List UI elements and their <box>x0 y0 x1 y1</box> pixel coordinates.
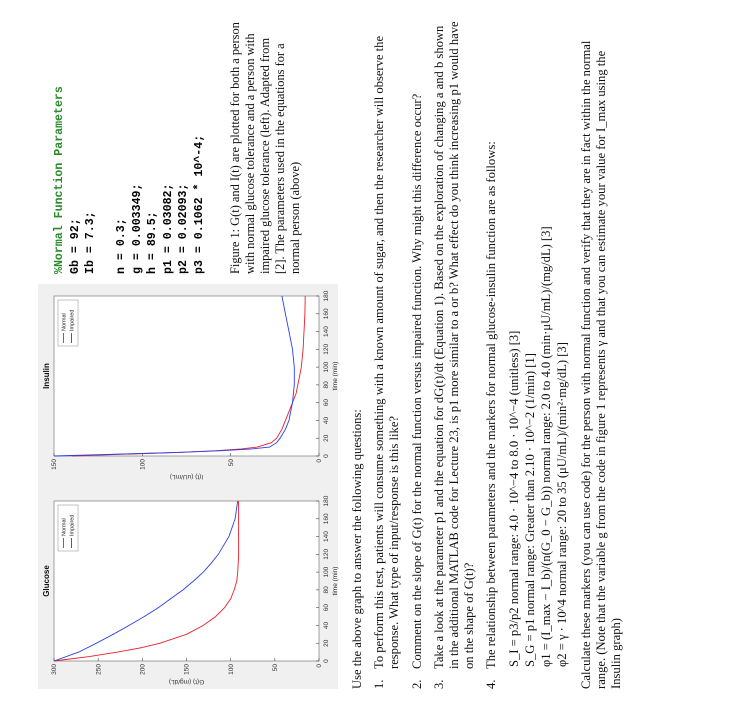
code-line: p1 = 0.03082; <box>161 183 175 274</box>
y-tick-label: 150 <box>183 664 191 675</box>
figure-caption <box>228 19 303 274</box>
closing-instructions: Calculate these markers (you can use code) for the person with normal function and verify that they are in fact within the normal range. (Note that the variable g from the code in figure 1 represents γ and that you can estimate your value for I_max using the Insulin graph) <box>578 40 624 689</box>
plot-area <box>54 501 319 661</box>
x-tick-label: 40 <box>323 416 330 425</box>
question-list <box>372 19 499 689</box>
question-text: Take a look at the parameter p1 and the equation for dG(t)/dt (Equation 1). Based on the exploration of changing a and b shown in the additional MATLAB code for Lecture 23, is p1 more similar to a or b? What effect do you think increasing p1 would have on the shape of G(t)? <box>431 21 477 669</box>
code-line: Gb = 92; <box>68 218 82 274</box>
x-tick-label: 160 <box>323 308 330 320</box>
marker-list <box>507 19 571 689</box>
y-tick-label: 100 <box>139 459 147 470</box>
question-number: 1. <box>372 679 387 689</box>
y-axis-label: G(t) (mg/dL) <box>168 678 205 685</box>
question-text: Comment on the slope of G(t) for the normal function versus impaired function. Why might this difference occur? <box>409 93 424 669</box>
y-tick-label: 0 <box>316 664 324 668</box>
glucose-chart <box>38 489 338 689</box>
question-4 <box>484 19 499 689</box>
code-line: n = 0.3; <box>115 218 128 274</box>
code-line: p2 = 0.02093; <box>177 183 190 274</box>
x-tick-label: 80 <box>323 381 330 389</box>
question-2 <box>410 19 425 689</box>
insulin-chart <box>38 284 338 484</box>
legend-label: Normal <box>61 518 68 536</box>
x-tick-label: 20 <box>323 639 330 647</box>
code-line: Ib = 7.3; <box>84 211 97 274</box>
x-tick-label: 60 <box>323 604 330 612</box>
x-tick-label: 180 <box>323 495 330 507</box>
question-1 <box>372 19 402 689</box>
question-number: 3. <box>431 679 446 689</box>
x-tick-label: 140 <box>323 531 330 542</box>
intro-text: Use the above graph to answer the following questions: <box>350 409 364 689</box>
y-tick-label: 150 <box>51 459 59 470</box>
y-tick-label: 50 <box>272 664 280 672</box>
caption-text: Figure 1: G(t) and I(t) are plotted for both a person with normal glucose tolerance and a person with impaired glucose tolerance (left). Adapted from [2]. The parameters used in the equations for a normal person (above) <box>228 22 302 274</box>
x-tick-label: 180 <box>323 290 330 302</box>
chart-title: Glucose <box>42 565 51 597</box>
plot-area <box>54 296 319 456</box>
question-number: 4. <box>484 679 499 689</box>
x-tick-label: 100 <box>323 361 330 373</box>
code-line: h = 89.5; <box>146 211 159 274</box>
x-tick-label: 100 <box>323 566 330 578</box>
question-text: The relationship between parameters and the markers for normal glucose-insulin function are as follows: <box>484 141 499 669</box>
matlab-code-block <box>52 14 207 274</box>
marker-phi1: φ1 = (I_max − I_b)/(n(G_0 − G_b)) normal range: 2.0 to 4.0 (min·μU/mL)/(mg/dL) [3] <box>538 226 553 667</box>
legend-label: Normal <box>61 313 68 331</box>
x-tick-label: 0 <box>323 659 330 663</box>
x-tick-label: 120 <box>323 343 330 355</box>
marker-phi2: φ2 = γ · 10^4 normal range: 20 to 35 (μU/mL)/(min²·mg/dL) [3] <box>554 342 569 667</box>
x-tick-label: 0 <box>323 454 330 458</box>
legend-label: Impaired <box>69 309 76 331</box>
x-tick-label: 160 <box>323 513 330 525</box>
y-axis-label: I(t) (uU/mL) <box>169 473 204 480</box>
figure-panel <box>38 284 338 689</box>
marker-si: S_I = p3/p2 normal range: 4.0 · 10^−4 to 8.0 · 10^−4 (unitless) [3] <box>506 330 521 667</box>
y-tick-label: 100 <box>227 664 235 675</box>
question-number: 2. <box>409 679 424 689</box>
code-line: g = 0.003349; <box>130 183 144 274</box>
y-tick-label: 250 <box>95 664 103 675</box>
marker-sg: S_G = p1 normal range: Greater than 2.10 · 10^−2 (1/min) [1] <box>522 353 537 667</box>
question-section <box>350 19 624 689</box>
code-line <box>99 14 115 274</box>
y-tick-label: 50 <box>227 459 235 467</box>
y-tick-label: 200 <box>139 664 147 675</box>
question-text: To perform this test, patients will consume something with a known amount of sugar, and then the researcher will observe the response. What type of input/response is this like? <box>372 35 402 669</box>
x-tick-label: 120 <box>323 548 330 560</box>
code-comment-line: %Normal Function Parameters <box>53 86 66 274</box>
y-tick-label: 0 <box>316 459 324 463</box>
y-tick-label: 300 <box>51 664 59 675</box>
code-line: p3 = 0.1062 * 10^-4; <box>192 134 206 274</box>
x-tick-label: 40 <box>323 621 330 630</box>
x-axis-label: time (min) <box>332 566 339 596</box>
x-tick-label: 140 <box>323 326 330 337</box>
question-3 <box>432 19 478 689</box>
chart-title: Insulin <box>42 363 51 389</box>
x-axis-label: time (min) <box>332 361 339 391</box>
x-tick-label: 20 <box>323 434 330 442</box>
x-tick-label: 80 <box>323 586 330 594</box>
x-tick-label: 60 <box>323 399 330 407</box>
legend-label: Impaired <box>69 514 76 536</box>
